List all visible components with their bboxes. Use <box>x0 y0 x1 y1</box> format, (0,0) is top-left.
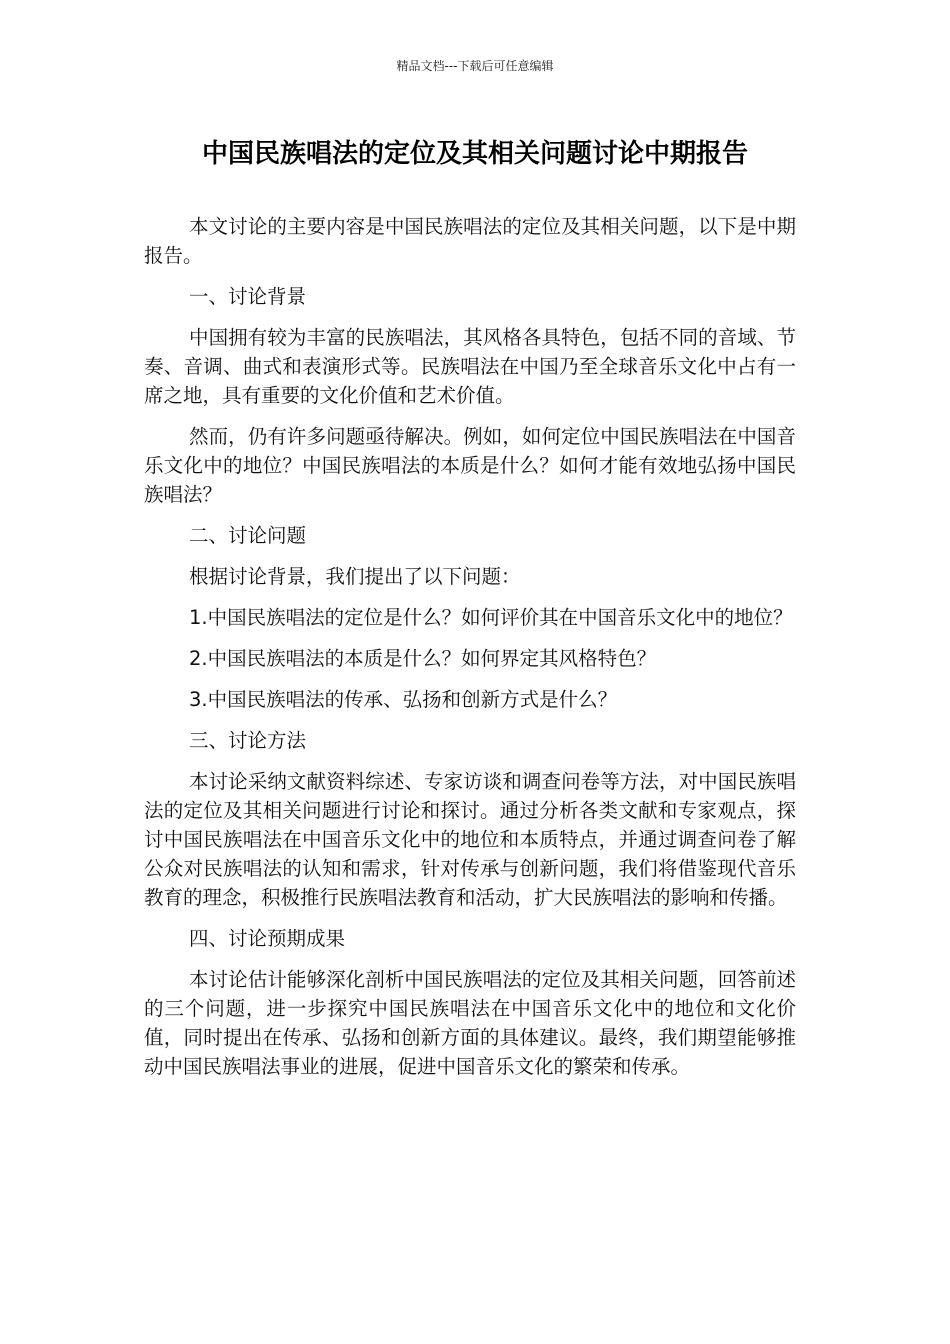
document-body <box>144 212 796 1093</box>
background-paragraph-2: 然而，仍有许多问题亟待解决。例如，如何定位中国民族唱法在中国音乐文化中的地位？中国民族唱法的本质是什么？如何才能有效地弘扬中国民族唱法？ <box>144 425 796 506</box>
outcomes-paragraph: 本讨论估计能够深化剖析中国民族唱法的定位及其相关问题，回答前述的三个问题，进一步探究中国民族唱法在中国音乐文化中的地位和文化价值，同时提出在传承、弘扬和创新方面的具体建议。最终，我们期望能够推动中国民族唱法事业的进展，促进中国音乐文化的繁荣和传承。 <box>144 968 796 1078</box>
question-item-2: 2.中国民族唱法的本质是什么？如何界定其风格特色？ <box>189 647 657 670</box>
document-title: 中国民族唱法的定位及其相关问题讨论中期报告 <box>201 139 748 169</box>
header-note: 精品文档---下载后可任意编辑 <box>396 59 554 73</box>
section-heading-outcomes: 四、讨论预期成果 <box>189 927 346 950</box>
methods-paragraph: 本讨论采纳文献资料综述、专家访谈和调查问卷等方法，对中国民族唱法的定位及其相关问题进行讨论和探讨。通过分析各类文献和专家观点，探讨中国民族唱法在中国音乐文化中的地位和本质特点，并通过调查问卷了解公众对民族唱法的认知和需求，针对传承与创新问题，我们将借鉴现代音乐教育的理念，积极推行民族唱法教育和活动，扩大民族唱法的影响和传播。 <box>144 770 796 909</box>
question-item-1: 1.中国民族唱法的定位是什么？如何评价其在中国音乐文化中的地位？ <box>189 606 793 629</box>
section-heading-questions: 二、讨论问题 <box>189 524 307 547</box>
section-heading-background: 一、讨论背景 <box>189 285 307 308</box>
questions-intro: 根据讨论背景，我们提出了以下问题： <box>189 565 521 588</box>
section-heading-methods: 三、讨论方法 <box>189 729 307 752</box>
intro-paragraph: 本文讨论的主要内容是中国民族唱法的定位及其相关问题，以下是中期报告。 <box>144 215 796 267</box>
question-item-3: 3.中国民族唱法的传承、弘扬和创新方式是什么？ <box>189 688 618 711</box>
background-paragraph-1: 中国拥有较为丰富的民族唱法，其风格各具特色，包括不同的音域、节奏、音调、曲式和表演形式等。民族唱法在中国乃至全球音乐文化中占有一席之地，具有重要的文化价值和艺术价值。 <box>144 326 796 407</box>
